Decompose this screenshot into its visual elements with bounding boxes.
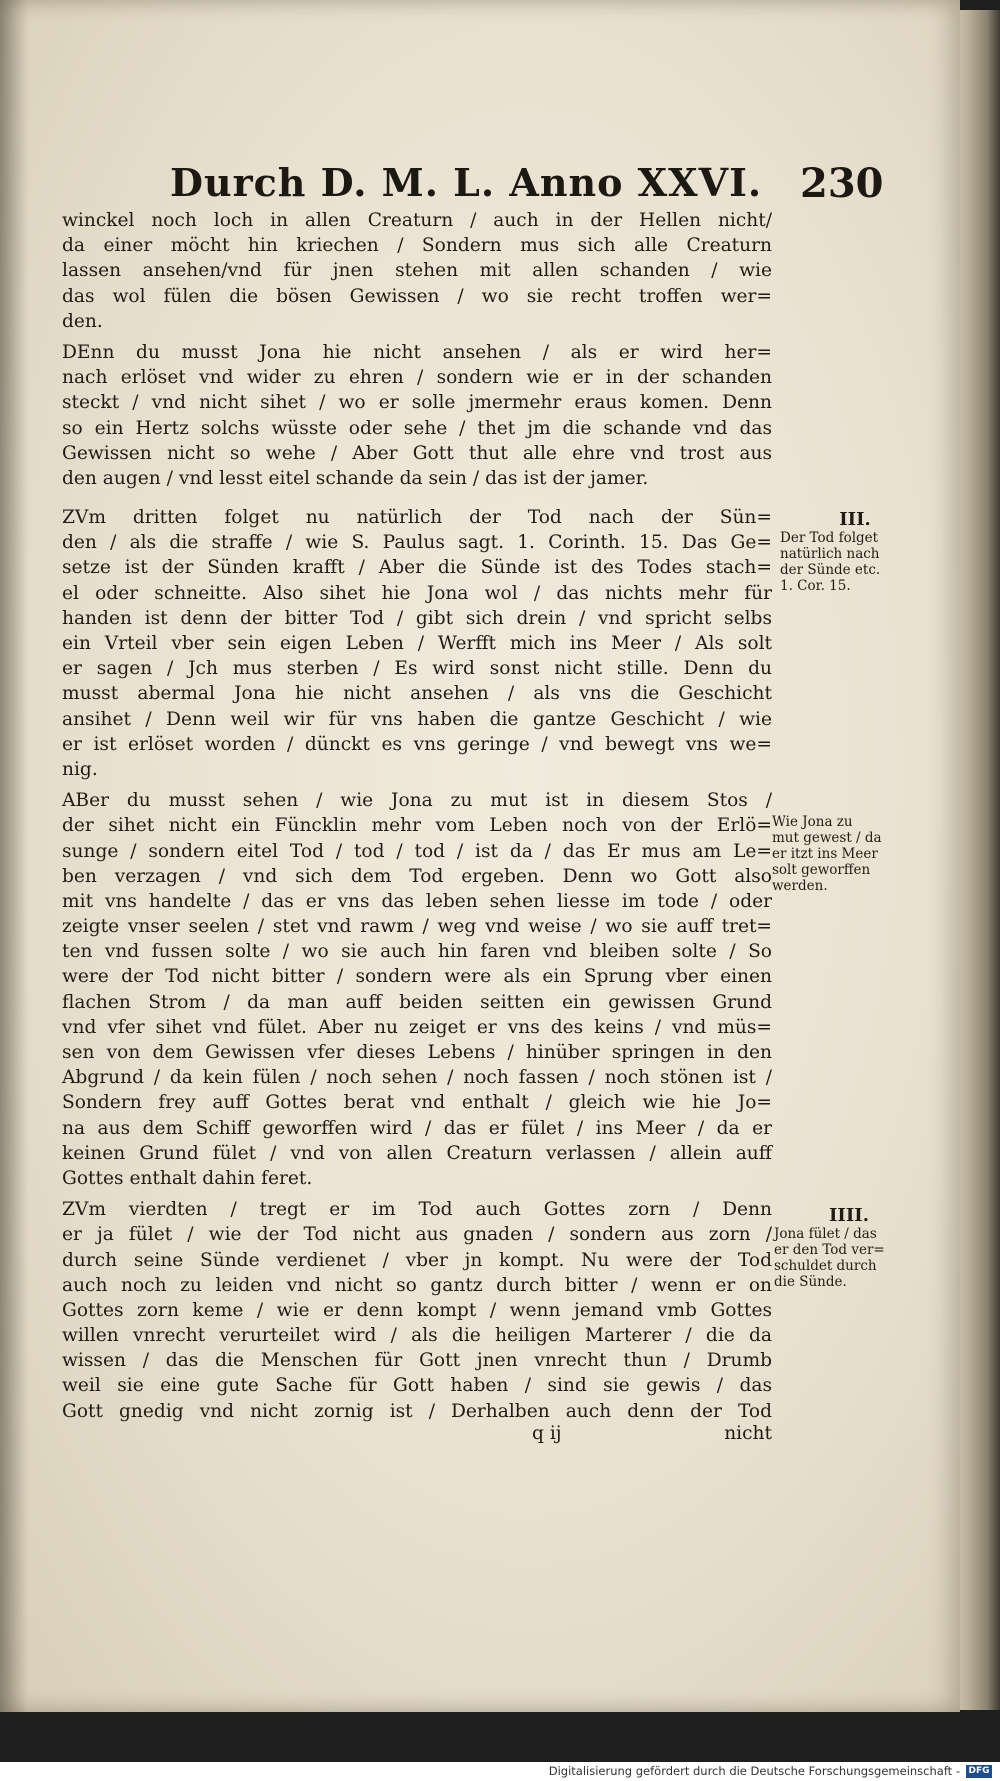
margin-note-number: III. <box>839 509 871 530</box>
body-text <box>62 208 772 1424</box>
text-line: er ist erlöset worden / dünckt es vns geringe / vnd bewegt vns we= <box>62 733 772 755</box>
margin-note-number: IIII. <box>829 1205 869 1226</box>
paragraph-2 <box>62 340 772 491</box>
text-line: das wol fülen die bösen Gewissen / wo sie recht troffen wer= <box>62 285 772 307</box>
running-head: Durch D. M. L. Anno XXVI. <box>170 160 763 205</box>
text-line: Sondern frey auff Gottes berat vnd enthalt / gleich wie hie Jo= <box>62 1092 772 1114</box>
margin-note-line: Der Tod folget <box>780 530 879 546</box>
margin-note-1 <box>780 509 930 594</box>
margin-note-3 <box>774 1205 924 1290</box>
margin-note-line: werden. <box>772 878 828 894</box>
text-line: flachen Strom / da man auff beiden seitten ein gewissen Grund <box>62 991 772 1013</box>
margin-note-line: natürlich nach <box>780 546 880 562</box>
margin-note-line: er itzt ins Meer <box>772 846 878 862</box>
paragraph-3 <box>62 505 772 782</box>
text-line: ZVm vierdten / tregt er im Tod auch Gottes zorn / Denn <box>62 1199 772 1221</box>
text-line: musst abermal Jona hie nicht ansehen / als vns die Geschicht <box>62 683 772 705</box>
text-line: Abgrund / da kein fülen / noch sehen / noch fassen / noch stönen ist / <box>62 1067 772 1089</box>
signature-mark: q ij <box>532 1423 562 1444</box>
text-line: den augen / vnd lesst eitel schande da sein / das ist der jamer. <box>62 467 649 489</box>
gutter-shadow <box>0 0 28 1712</box>
page-number: 230 <box>800 160 884 207</box>
text-line: ten vnd fussen solte / wo sie auch hin faren vnd bleiben solte / So <box>62 941 772 963</box>
text-line: el oder schneitte. Also sihet hie Jona wol / das nichts mehr für <box>62 582 772 604</box>
text-line: wissen / das die Menschen für Gott jnen vnrecht thun / Drumb <box>62 1350 772 1372</box>
margin-note-line: 1. Cor. 15. <box>780 578 851 594</box>
text-line: ben verzagen / vnd sich dem Tod ergeben. Denn wo Gott also <box>62 865 772 887</box>
text-line: Gewissen nicht so wehe / Aber Gott thut alle ehre vnd trost aus <box>62 442 772 464</box>
text-line: Gott gnedig vnd nicht zornig ist / Derhalben auch denn der Tod <box>62 1400 772 1422</box>
text-line: auch noch zu leiden vnd nicht so gantz durch bitter / wenn er on <box>62 1274 772 1296</box>
text-line: sunge / sondern eitel Tod / tod / tod / ist da / das Er mus am Le= <box>62 840 772 862</box>
text-line: der sihet nicht ein Füncklin mehr vom Leben noch von der Erlö= <box>62 815 772 837</box>
margin-note-line: der Sünde etc. <box>780 562 881 578</box>
margin-note-line: Jona fület / das <box>774 1226 877 1242</box>
text-line: setze ist der Sünden krafft / Aber die Sünde ist des Todes stach= <box>62 557 772 579</box>
text-line: steckt / vnd nicht sihet / wo er solle jmermehr eraus komen. Denn <box>62 392 772 414</box>
text-line: na aus dem Schiff geworffen wird / das er fület / ins Meer / da er <box>62 1117 772 1139</box>
margin-note-line: Wie Jona zu <box>772 814 853 830</box>
margin-note-2 <box>772 814 922 894</box>
text-line: mit vns handelte / das er vns das leben sehen liesse im tode / oder <box>62 890 772 912</box>
text-line: den / als die straffe / wie S. Paulus sagt. 1. Corinth. 15. Das Ge= <box>62 532 772 554</box>
text-line: ABer du musst sehen / wie Jona zu mut ist in diesem Stos / <box>62 790 772 812</box>
paragraph-1 <box>62 208 772 334</box>
margin-note-line: er den Tod ver= <box>774 1242 885 1258</box>
page-header <box>170 160 884 212</box>
text-line: so ein Hertz solchs wüsste oder sehe / thet jm die schande vnd das <box>62 417 772 439</box>
text-line: ein Vrteil vber sein eigen Leben / Werfft mich ins Meer / Als solt <box>62 633 772 654</box>
text-line: nig. <box>62 758 98 780</box>
text-line: keinen Grund fület / vnd von allen Creaturn verlassen / allein auff <box>62 1142 772 1164</box>
text-line: willen vnrecht verurteilet wird / als die heiligen Marterer / die da <box>62 1325 772 1347</box>
margin-note-line: die Sünde. <box>774 1274 847 1290</box>
text-line: er sagen / Jch mus sterben / Es wird sonst nicht stille. Denn du <box>62 658 772 680</box>
text-line: da einer möcht hin kriechen / Sondern mus sich alle Creaturn <box>62 235 772 257</box>
text-line: Gottes enthalt dahin feret. <box>62 1167 313 1189</box>
text-line: zeigte vnser seelen / stet vnd rawm / weg vnd weise / wo sie auff tret= <box>62 916 772 938</box>
viewer-footer <box>0 1762 1000 1781</box>
page-foot <box>62 1423 772 1449</box>
text-line: DEnn du musst Jona hie nicht ansehen / als er wird her= <box>62 341 772 363</box>
text-line: den. <box>62 310 103 332</box>
text-line: were der Tod nicht bitter / sondern were als ein Sprung vber einen <box>62 966 772 988</box>
text-line: sen von dem Gewissen vfer dieses Lebens / hinüber springen in den <box>62 1042 772 1063</box>
text-line: winckel noch loch in allen Creaturn / auch in der Hellen nicht/ <box>62 210 772 231</box>
text-line: ZVm dritten folget nu natürlich der Tod nach der Sün= <box>62 507 772 529</box>
dfg-logo: DFG <box>966 1765 992 1778</box>
text-line: ansihet / Denn weil wir für vns haben die gantze Geschicht / wie <box>62 708 772 730</box>
catchword: nicht <box>724 1423 772 1444</box>
margin-note-line: solt geworffen <box>772 862 871 878</box>
margin-note-line: schuldet durch <box>774 1258 877 1274</box>
text-line: lassen ansehen/vnd für jnen stehen mit allen schanden / wie <box>62 260 772 282</box>
margin-note-line: mut gewest / da <box>772 830 882 846</box>
text-line: durch seine Sünde verdienet / vber jn kompt. Nu were der Tod <box>62 1249 772 1271</box>
paragraph-4 <box>62 788 772 1191</box>
text-line: Gottes zorn keme / wie er denn kompt / wenn jemand vmb Gottes <box>62 1299 772 1321</box>
paragraph-5 <box>62 1197 772 1424</box>
text-line: er ja fület / wie der Tod nicht aus gnaden / sondern aus zorn / <box>62 1224 772 1246</box>
text-line: handen ist denn der bitter Tod / gibt sich drein / vnd spricht selbs <box>62 607 772 629</box>
text-line: nach erlöset vnd wider zu ehren / sondern wie er in der schanden <box>62 367 772 389</box>
text-line: weil sie eine gute Sache für Gott haben / sind sie gewis / das <box>62 1375 772 1397</box>
text-line: vnd vfer sihet vnd fület. Aber nu zeiget er vns des keins / vnd müs= <box>62 1016 772 1038</box>
funding-credit: Digitalisierung gefördert durch die Deutsche Forschungsgemeinschaft - <box>548 1764 960 1778</box>
